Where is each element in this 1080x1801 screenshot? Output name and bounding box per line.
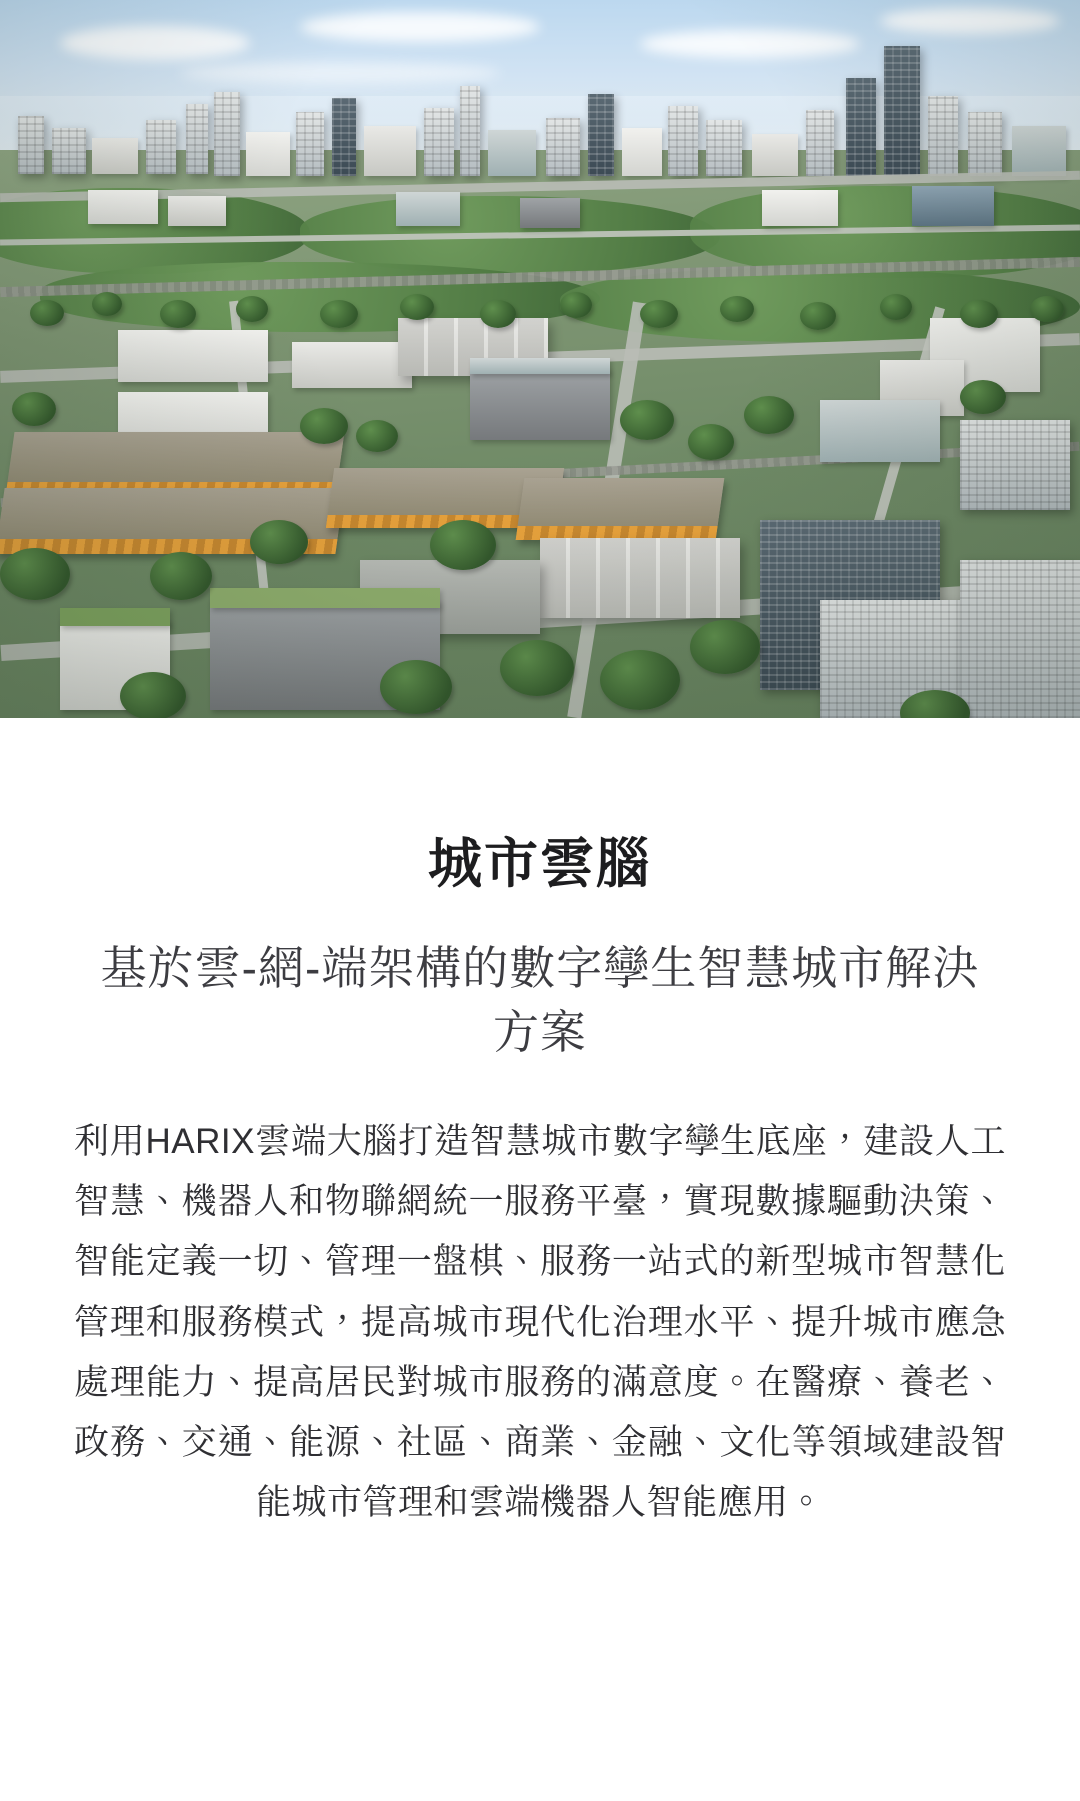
building — [146, 120, 176, 174]
building — [364, 126, 416, 176]
tree — [12, 392, 56, 426]
building — [296, 112, 324, 176]
tree — [720, 296, 754, 322]
building — [118, 330, 268, 382]
industrial-roof — [540, 538, 740, 618]
building — [846, 78, 876, 176]
building — [960, 420, 1070, 510]
building — [706, 120, 742, 176]
cloud — [300, 12, 540, 42]
building — [52, 128, 86, 174]
tree — [356, 420, 398, 452]
cloud — [880, 8, 1060, 34]
building — [668, 106, 698, 176]
building — [1012, 126, 1066, 176]
building — [928, 96, 958, 176]
cloud — [640, 30, 860, 58]
building — [968, 112, 1002, 176]
building — [460, 86, 480, 176]
building — [752, 134, 798, 176]
tree — [380, 660, 452, 714]
tree — [120, 672, 186, 718]
building — [488, 130, 536, 176]
building — [884, 46, 920, 176]
tree — [600, 650, 680, 710]
tree — [690, 620, 760, 674]
tree — [480, 300, 516, 328]
building — [332, 98, 356, 176]
tree — [30, 300, 64, 326]
tree — [430, 520, 496, 570]
tree — [400, 294, 434, 320]
hero-image — [0, 0, 1080, 718]
building — [424, 108, 454, 176]
warehouse — [6, 432, 345, 496]
building — [820, 400, 940, 462]
building — [292, 342, 412, 388]
tree — [150, 552, 212, 600]
page-subtitle: 基於雲-網-端架構的數字孿生智慧城市解決方案 — [100, 942, 980, 1058]
building — [18, 116, 44, 174]
building — [912, 186, 994, 226]
building — [186, 104, 208, 174]
tree — [960, 300, 998, 328]
building — [762, 190, 838, 226]
body-paragraph: 利用HARIX雲端大腦打造智慧城市數字孿生底座，建設人工智慧、機器人和物聯網統一服務平臺，實現數據驅動決策、智能定義一切、管理一盤棋、服務一站式的新型城市智慧化管理和服務模式，提高城市現代化治理水平、提升城市應急處理能力、提高居民對城市服務的滿意度。在醫療、養老、政務、交通、能源、社區、商業、金融、文化等領域建設智能城市管理和雲端機器人智能應用。 — [74, 1122, 1006, 1523]
tree — [640, 300, 678, 328]
tree — [250, 520, 308, 564]
building — [246, 132, 290, 176]
tree — [880, 294, 912, 320]
tree — [320, 300, 358, 328]
building — [622, 128, 662, 176]
tree — [500, 640, 574, 696]
tree — [160, 300, 196, 328]
tree — [92, 292, 122, 316]
building — [520, 198, 580, 228]
tree — [560, 292, 592, 318]
page-title: 城市雲腦 — [428, 834, 652, 894]
cloud — [60, 26, 250, 60]
building — [588, 94, 614, 176]
tree — [744, 396, 794, 434]
warehouse — [516, 478, 725, 540]
tree — [960, 380, 1006, 414]
building — [92, 138, 138, 174]
green-roof — [60, 608, 170, 626]
tree — [0, 548, 70, 600]
building — [396, 192, 460, 226]
building — [960, 560, 1080, 718]
building — [88, 190, 158, 224]
tree — [236, 296, 268, 322]
building — [214, 92, 240, 176]
tree — [300, 408, 348, 444]
tree — [800, 302, 836, 330]
tree — [620, 400, 674, 440]
building — [806, 110, 834, 176]
building — [470, 368, 610, 440]
tree — [1030, 296, 1064, 322]
building — [168, 196, 226, 226]
green-roof — [210, 588, 440, 608]
tree — [688, 424, 734, 460]
building — [546, 118, 580, 176]
cloud — [180, 62, 500, 84]
article-content — [0, 718, 1080, 1533]
building-roof — [470, 358, 610, 374]
roof-texture — [540, 538, 740, 618]
